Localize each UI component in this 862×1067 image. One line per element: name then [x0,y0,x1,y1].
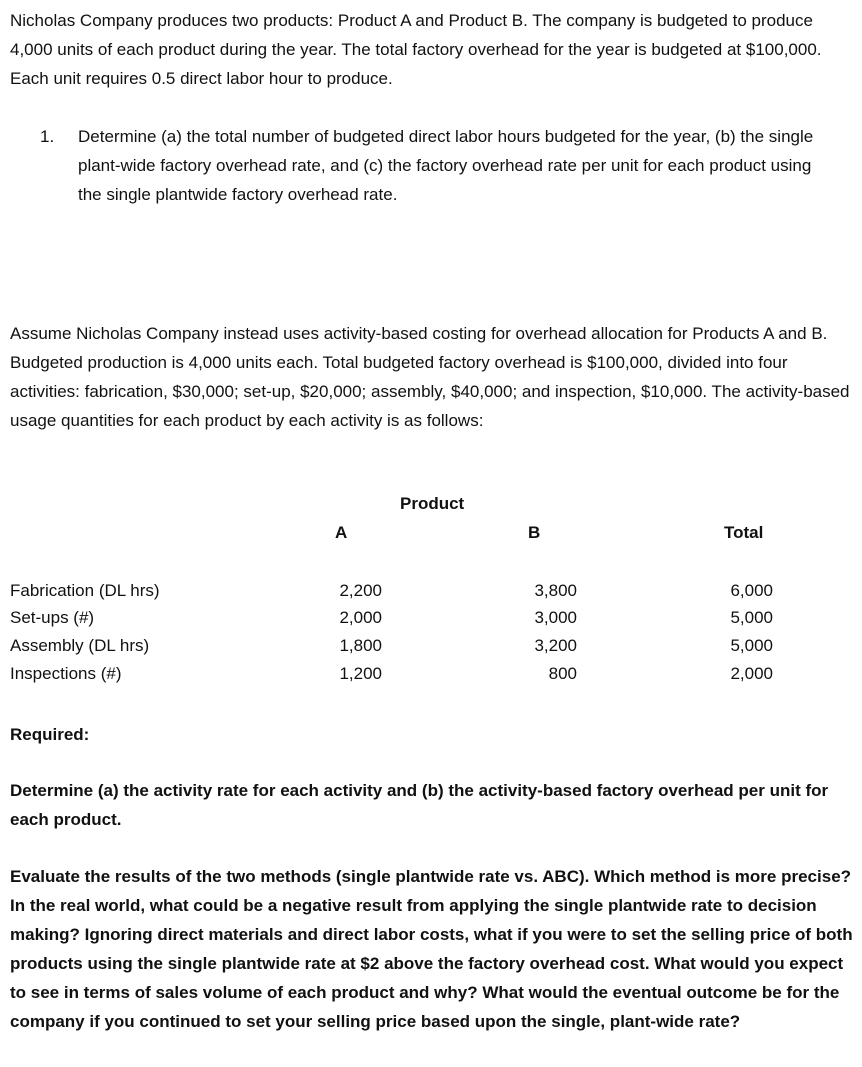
required-text: Determine (a) the activity rate for each activity and (b) the activity-based factory overhead per unit for each product. [10,781,829,829]
cell-a: 1,200 [339,664,382,683]
cell-b: 800 [548,664,577,683]
question-1-number: 1. [40,127,55,146]
cell-total: 5,000 [730,636,773,655]
cell-b: 3,000 [534,608,577,627]
row-label: Assembly (DL hrs) [10,636,150,655]
row-label: Set-ups (#) [10,608,95,627]
column-header-b: B [528,523,541,542]
required-label: Required: [10,725,90,744]
cell-a: 2,000 [339,608,382,627]
cell-total: 2,000 [730,664,773,683]
cell-total: 5,000 [730,608,773,627]
column-header-a: A [335,523,348,542]
intro-paragraph: Nicholas Company produces two products: Product A and Product B. The company is budgeted to produce 4,000 units of each product during the year. The total factory overhead for the year is budgeted at $100,000. Each unit requires 0.5 direct labor hour to produce. [10,11,822,88]
column-header-total: Total [724,523,764,542]
cell-b: 3,800 [534,581,577,600]
cell-b: 3,200 [534,636,577,655]
question-1-text: Determine (a) the total number of budgeted direct labor hours budgeted for the year, (b) the single plant-wide factory overhead rate, and (c) the factory overhead rate per unit for each product using the single plantwide factory overhead rate. [78,127,814,204]
table-group-header: Product [400,494,465,513]
evaluate-text: Evaluate the results of the two methods (single plantwide rate vs. ABC). Which method is more precise? In the real world, what could be a negative result from applying the single plantwide rate to decision making? Ignoring direct materials and direct labor costs, what if you were to set the selling price of both products using the single plantwide rate at $2 above the factory overhead cost. What would you expect to see in terms of sales volume of each product and why? What would the eventual outcome be for the company if you continued to set your selling price based upon the single, plant-wide rate? [10,867,853,1031]
row-label: Fabrication (DL hrs) [10,581,160,600]
question-1 [40,122,830,209]
cell-a: 1,800 [339,636,382,655]
abc-intro-paragraph: Assume Nicholas Company instead uses activity-based costing for overhead allocation for Products A and B. Budgeted production is 4,000 units each. Total budgeted factory overhead is $100,000, divided into four activities: fabrication, $30,000; set-up, $20,000; assembly, $40,000; and inspection, $10,000. The activity-based usage quantities for each product by each activity is as follows: [10,324,850,430]
cell-a: 2,200 [339,581,382,600]
row-label: Inspections (#) [10,664,122,683]
cell-total: 6,000 [730,581,773,600]
